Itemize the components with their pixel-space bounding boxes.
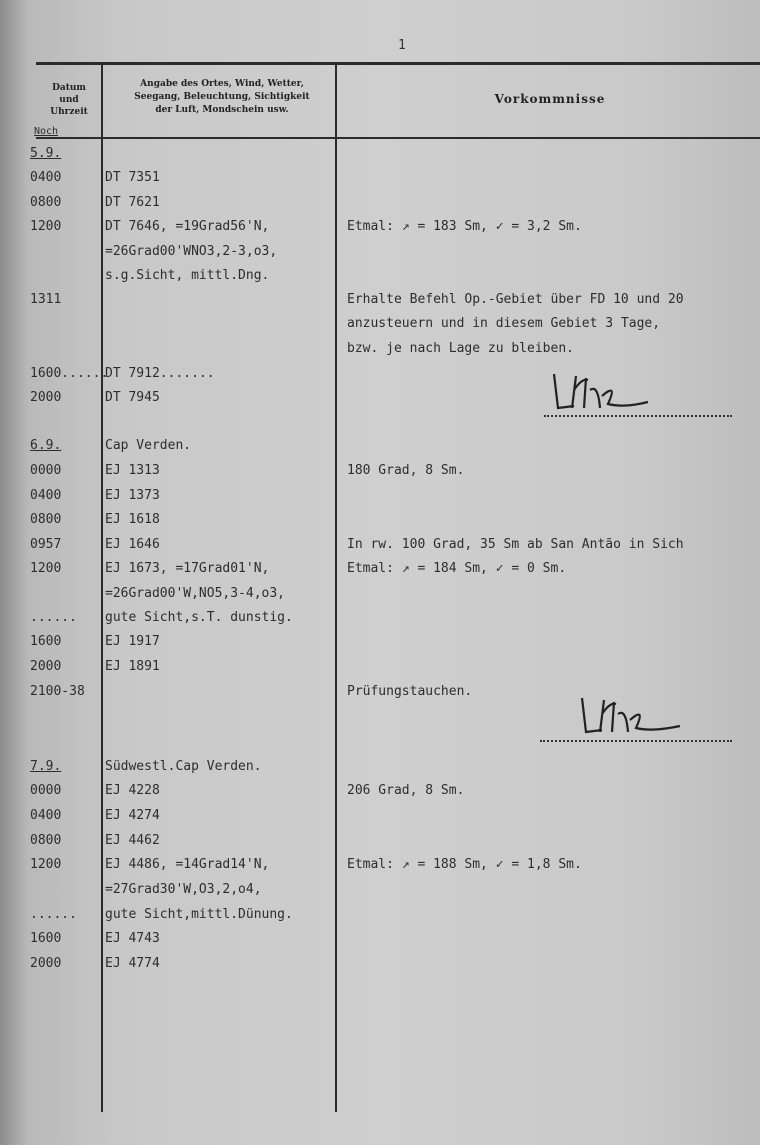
row-time: 5.9.: [30, 146, 62, 161]
row-time: 1200: [30, 561, 62, 576]
row-position: EJ 1673, =17Grad01'N,: [105, 561, 270, 576]
header-location-line-3: der Luft, Mondschein usw.: [155, 105, 289, 115]
row-time: ......: [30, 610, 77, 625]
row-position: EJ 4462: [105, 833, 160, 848]
column-divider-2: [335, 62, 337, 1112]
row-position: =26Grad00'WNO3,2-3,o3,: [105, 244, 278, 259]
row-event: 206 Grad, 8 Sm.: [347, 783, 465, 798]
row-time: ......: [30, 907, 77, 922]
row-time: 0957: [30, 537, 62, 552]
row-position: =27Grad30'W,O3,2,o4,: [105, 882, 262, 897]
header-events: Vorkommnisse: [494, 92, 606, 106]
page-number: 1: [398, 38, 406, 53]
row-position: DT 7912.......: [105, 366, 215, 381]
row-position: DT 7945: [105, 390, 160, 405]
header-date-time: [38, 82, 100, 118]
row-position: EJ 1618: [105, 512, 160, 527]
row-time: 7.9.: [30, 759, 62, 774]
row-time: 1600......: [30, 366, 109, 381]
header-and-line: und: [59, 95, 79, 105]
row-time: 1311: [30, 292, 62, 307]
row-event: Etmal: ↗ = 184 Sm, ✓ = 0 Sm.: [347, 561, 567, 576]
header-time-line: Uhrzeit: [50, 107, 88, 117]
row-position: EJ 1917: [105, 634, 160, 649]
row-time: 0000: [30, 783, 62, 798]
row-event: 180 Grad, 8 Sm.: [347, 463, 465, 478]
row-time: 0800: [30, 512, 62, 527]
header-note: Noch: [34, 126, 59, 137]
row-event: Etmal: ↗ = 183 Sm, ✓ = 3,2 Sm.: [347, 219, 582, 234]
row-time: 2000: [30, 956, 62, 971]
row-position: EJ 4228: [105, 783, 160, 798]
signature-1: [548, 368, 658, 416]
row-position: Südwestl.Cap Verden.: [105, 759, 262, 774]
top-rule: [36, 62, 760, 65]
row-position: EJ 4743: [105, 931, 160, 946]
row-time: 1600: [30, 931, 62, 946]
row-time: 1600: [30, 634, 62, 649]
row-time: 2000: [30, 659, 62, 674]
row-position: gute Sicht,s.T. dunstig.: [105, 610, 293, 625]
row-event: Erhalte Befehl Op.-Gebiet über FD 10 und 20: [347, 292, 684, 307]
row-event: bzw. je nach Lage zu bleiben.: [347, 341, 574, 356]
row-position: =26Grad00'W,NO5,3-4,o3,: [105, 586, 286, 601]
row-time: 6.9.: [30, 438, 62, 453]
header-location-weather: [106, 78, 338, 117]
row-position: EJ 1313: [105, 463, 160, 478]
header-location-line-1: Angabe des Ortes, Wind, Wetter,: [140, 79, 304, 89]
row-event: In rw. 100 Grad, 35 Sm ab San Antão in Sich: [347, 537, 684, 552]
row-time: 1200: [30, 857, 62, 872]
row-position: s.g.Sicht, mittl.Dng.: [105, 268, 270, 283]
row-time: 0400: [30, 488, 62, 503]
row-event: anzusteuern und in diesem Gebiet 3 Tage,: [347, 316, 661, 331]
signature-2: [576, 692, 686, 740]
row-position: EJ 4274: [105, 808, 160, 823]
row-position: EJ 1373: [105, 488, 160, 503]
row-position: DT 7646, =19Grad56'N,: [105, 219, 270, 234]
row-position: EJ 4774: [105, 956, 160, 971]
row-position: EJ 1646: [105, 537, 160, 552]
column-divider-1: [101, 62, 103, 1112]
row-position: gute Sicht,mittl.Dünung.: [105, 907, 293, 922]
row-position: DT 7351: [105, 170, 160, 185]
row-time: 0000: [30, 463, 62, 478]
row-event: Etmal: ↗ = 188 Sm, ✓ = 1,8 Sm.: [347, 857, 582, 872]
row-position: Cap Verden.: [105, 438, 192, 453]
signature-line-1: [544, 415, 732, 417]
row-position: DT 7621: [105, 195, 160, 210]
row-time: 2000: [30, 390, 62, 405]
row-time: 0800: [30, 833, 62, 848]
row-event: Prüfungstauchen.: [347, 684, 473, 699]
header-date-line: Datum: [52, 83, 86, 93]
row-time: 0400: [30, 170, 62, 185]
row-time: 1200: [30, 219, 62, 234]
signature-line-2: [540, 740, 732, 742]
row-position: EJ 4486, =14Grad14'N,: [105, 857, 270, 872]
row-time: 0400: [30, 808, 62, 823]
row-time: 0800: [30, 195, 62, 210]
row-position: EJ 1891: [105, 659, 160, 674]
header-bottom-rule: [36, 137, 760, 139]
header-location-line-2: Seegang, Beleuchtung, Sichtigkeit: [134, 92, 310, 102]
row-time: 2100-38: [30, 684, 85, 699]
